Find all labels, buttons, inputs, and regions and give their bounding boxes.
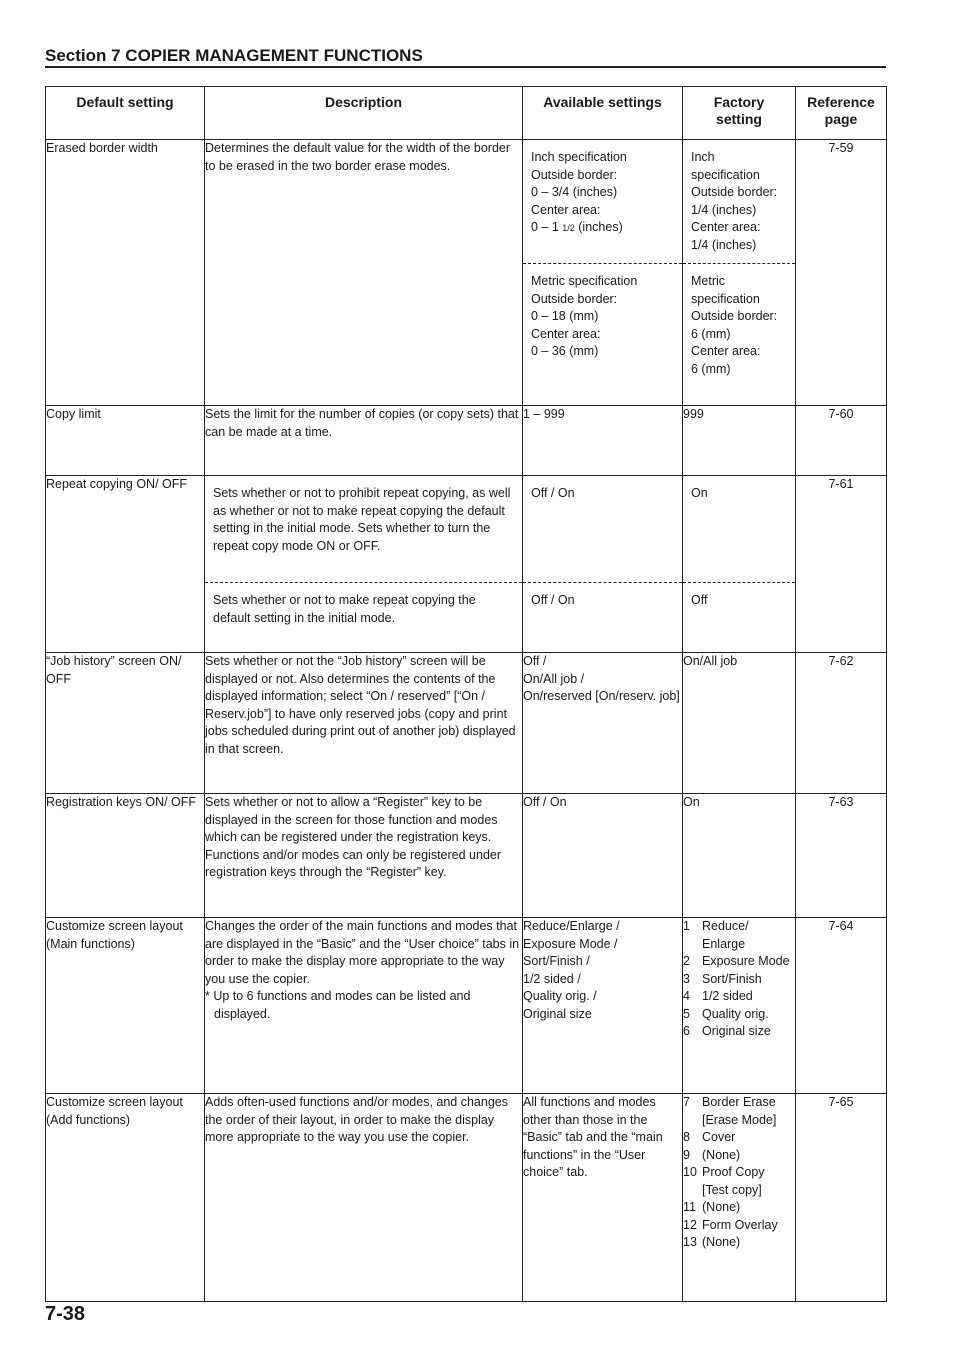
reference-page: 7-60 [796, 406, 887, 476]
table-row [46, 794, 887, 918]
available-settings: All functions and modes other than those in the “Basic” tab and the “main functions” in the “User choice” tab. [523, 1094, 683, 1302]
setting-description-cell [205, 918, 523, 1094]
list-item [683, 953, 795, 971]
header-factory-setting: Factory setting [683, 87, 796, 140]
item-text: 1/2 sided [702, 989, 753, 1003]
reference-page: 7-59 [796, 140, 887, 406]
setting-description: Determines the default value for the width of the border to be erased in the two border erase modes. [205, 140, 523, 406]
fraction-text: 1/2 [562, 223, 575, 233]
item-text: Form Overlay [702, 1217, 778, 1232]
text-line: Center area: [531, 202, 601, 217]
table-row [46, 406, 887, 476]
available-settings: Off / On [523, 794, 683, 918]
factory-setting: On [683, 794, 796, 918]
section-title: Section 7 COPIER MANAGEMENT FUNCTIONS [45, 46, 423, 65]
table-row [46, 1094, 887, 1302]
text-line: Outside border: [691, 309, 778, 323]
reference-page: 7-64 [796, 918, 887, 1094]
setting-name: Repeat copying ON/ OFF [46, 476, 205, 653]
text-fragment: (inches) [574, 220, 623, 234]
header-default-setting: Default setting [46, 87, 205, 140]
text-line: Outside border: [691, 185, 778, 199]
item-text: Sort/Finish [702, 971, 762, 986]
available-settings: Off / On [531, 486, 575, 500]
list-item [683, 1217, 791, 1235]
setting-name: Registration keys ON/ OFF [46, 794, 205, 918]
header-available-settings: Available settings [523, 87, 683, 140]
setting-description: Sets whether or not to prohibit repeat copying, as well as whether or not to make repeat copying the default setting in the initial mode. Sets whether to turn the repeat copy mode ON or OFF. [213, 486, 511, 553]
text-line: Reduce/Enlarge / [523, 919, 620, 933]
metric-factory [683, 263, 795, 405]
item-number: 2 [683, 954, 690, 968]
text-line: 0 – 36 (mm) [531, 344, 599, 358]
item-number: 4 [683, 989, 690, 1003]
text-line: 6 (mm) [691, 326, 731, 341]
text-line: Inch [691, 150, 715, 164]
list-item [683, 918, 795, 953]
inch-factory [683, 140, 795, 263]
item-text: Exposure Mode [702, 954, 790, 968]
title-rule [45, 66, 886, 68]
setting-description: Adds often-used functions and/or modes, and changes the order of their layout, in order to make the display more appropriate to the way you use the copier. [205, 1094, 523, 1302]
factory-setting-list [683, 1094, 796, 1302]
setting-description: Changes the order of the main functions and modes that are displayed in the “Basic” and the “User choice” tabs in order to make the display more appropriate to the way you use the copier. [205, 919, 520, 986]
text-line: Metric specification [531, 274, 638, 288]
inch-available [523, 140, 682, 263]
factory-setting: 999 [683, 406, 796, 476]
reference-page: 7-61 [796, 476, 887, 653]
item-text: Original size [702, 1024, 771, 1038]
available-settings: Off / On [523, 582, 682, 652]
page-number: 7-38 [45, 1303, 86, 1325]
item-number: 12 [683, 1217, 697, 1232]
list-item [683, 1094, 791, 1129]
text-line: Off / [523, 654, 547, 668]
list-item [683, 1199, 791, 1217]
factory-setting: On [691, 486, 708, 500]
item-number: 5 [683, 1006, 690, 1021]
item-number: 6 [683, 1024, 690, 1038]
item-number: 13 [683, 1235, 697, 1249]
factory-setting: Off [683, 582, 795, 652]
setting-name: Erased border width [46, 140, 205, 406]
list-item [683, 1147, 791, 1165]
text-line: Outside border: [531, 167, 618, 182]
text-line: Inch specification [531, 150, 627, 164]
header-reference-page: Reference page [796, 87, 887, 140]
text-line: 0 – 3/4 (inches) [531, 185, 618, 199]
item-number: 1 [683, 919, 690, 933]
text-line: Exposure Mode / [523, 936, 618, 951]
item-number: 10 [683, 1165, 697, 1179]
table-row [46, 918, 887, 1094]
list-item [683, 1129, 791, 1147]
table-row [46, 140, 887, 406]
text-line: specification [691, 291, 760, 306]
text-line: specification [691, 167, 760, 182]
item-text: (None) [702, 1200, 741, 1214]
list-item [683, 1023, 795, 1041]
item-number: 11 [683, 1200, 696, 1214]
item-number: 7 [683, 1095, 690, 1109]
description-cell [205, 476, 523, 653]
text-line: 1/2 sided / [523, 971, 581, 986]
item-text: Proof Copy [Test copy] [702, 1165, 765, 1197]
list-item [683, 971, 795, 989]
table-header-row [46, 87, 887, 140]
text-line: Outside border: [531, 291, 618, 306]
text-line: On/reserved [On/reserv. job] [523, 689, 680, 703]
factory-setting-list [683, 918, 796, 1094]
setting-description: Sets whether or not the “Job history” screen will be displayed or not. Also determines the contents of the displayed information; select “On / reserved” [“On / Reserv.job”] to have only reserved jobs (copy and print jobs scheduled during print out of another job) displayed in that screen. [205, 653, 523, 794]
factory-setting: On/All job [683, 653, 796, 794]
text-line: Center area: [691, 344, 761, 358]
table-row [46, 653, 887, 794]
list-item [683, 1234, 791, 1252]
available-settings-cell [523, 476, 683, 653]
reference-page: 7-63 [796, 794, 887, 918]
setting-name: “Job history” screen ON/ OFF [46, 653, 205, 794]
item-number: 9 [683, 1147, 690, 1162]
text-line [531, 219, 674, 238]
table-row [46, 476, 887, 653]
setting-description: Sets whether or not to make repeat copying the default setting in the initial mode. [205, 582, 522, 652]
list-item [683, 1164, 791, 1199]
factory-setting-cell [683, 476, 796, 653]
setting-name: Customize screen layout (Add functions) [46, 1094, 205, 1302]
text-line: Center area: [691, 220, 761, 234]
setting-name: Copy limit [46, 406, 205, 476]
text-line: Original size [523, 1006, 592, 1021]
text-line: 0 – 18 (mm) [531, 309, 599, 323]
setting-description: Sets the limit for the number of copies (or copy sets) that can be made at a time. [205, 406, 523, 476]
available-settings [523, 918, 683, 1094]
text-line: 1/4 (inches) [691, 237, 757, 252]
settings-table [45, 86, 887, 1302]
item-text: Quality orig. [702, 1006, 769, 1021]
setting-name: Customize screen layout (Main functions) [46, 918, 205, 1094]
reference-page: 7-62 [796, 653, 887, 794]
item-text: Cover [702, 1130, 736, 1144]
reference-page: 7-65 [796, 1094, 887, 1302]
list-item [683, 1006, 795, 1024]
text-line: Center area: [531, 326, 601, 341]
available-settings-cell [523, 140, 683, 406]
setting-description: Sets whether or not to allow a “Register” key to be displayed in the screen for those function and modes which can be registered under the registration keys. Functions and/or modes can only be registered under registration keys through the “Register” key. [205, 794, 523, 918]
factory-setting-cell [683, 140, 796, 406]
item-number: 3 [683, 971, 690, 986]
setting-note: * Up to 6 functions and modes can be listed and displayed. [205, 989, 471, 1021]
text-line: Quality orig. / [523, 989, 597, 1003]
item-text: Border Erase [Erase Mode] [702, 1095, 777, 1127]
list-item [683, 988, 795, 1006]
metric-available [523, 263, 682, 405]
text-fragment: 0 – 1 [531, 220, 563, 234]
text-line: Sort/Finish / [523, 954, 590, 968]
item-text: (None) [702, 1147, 741, 1162]
item-number: 8 [683, 1130, 690, 1144]
available-settings [523, 653, 683, 794]
text-line: 6 (mm) [691, 361, 731, 376]
item-text: (None) [702, 1235, 741, 1249]
text-line: Metric [691, 274, 726, 288]
available-settings: 1 – 999 [523, 406, 683, 476]
text-line: 1/4 (inches) [691, 202, 757, 217]
item-text: Reduce/ Enlarge [702, 919, 749, 951]
text-line: On/All job / [523, 671, 585, 686]
header-description: Description [205, 87, 523, 140]
